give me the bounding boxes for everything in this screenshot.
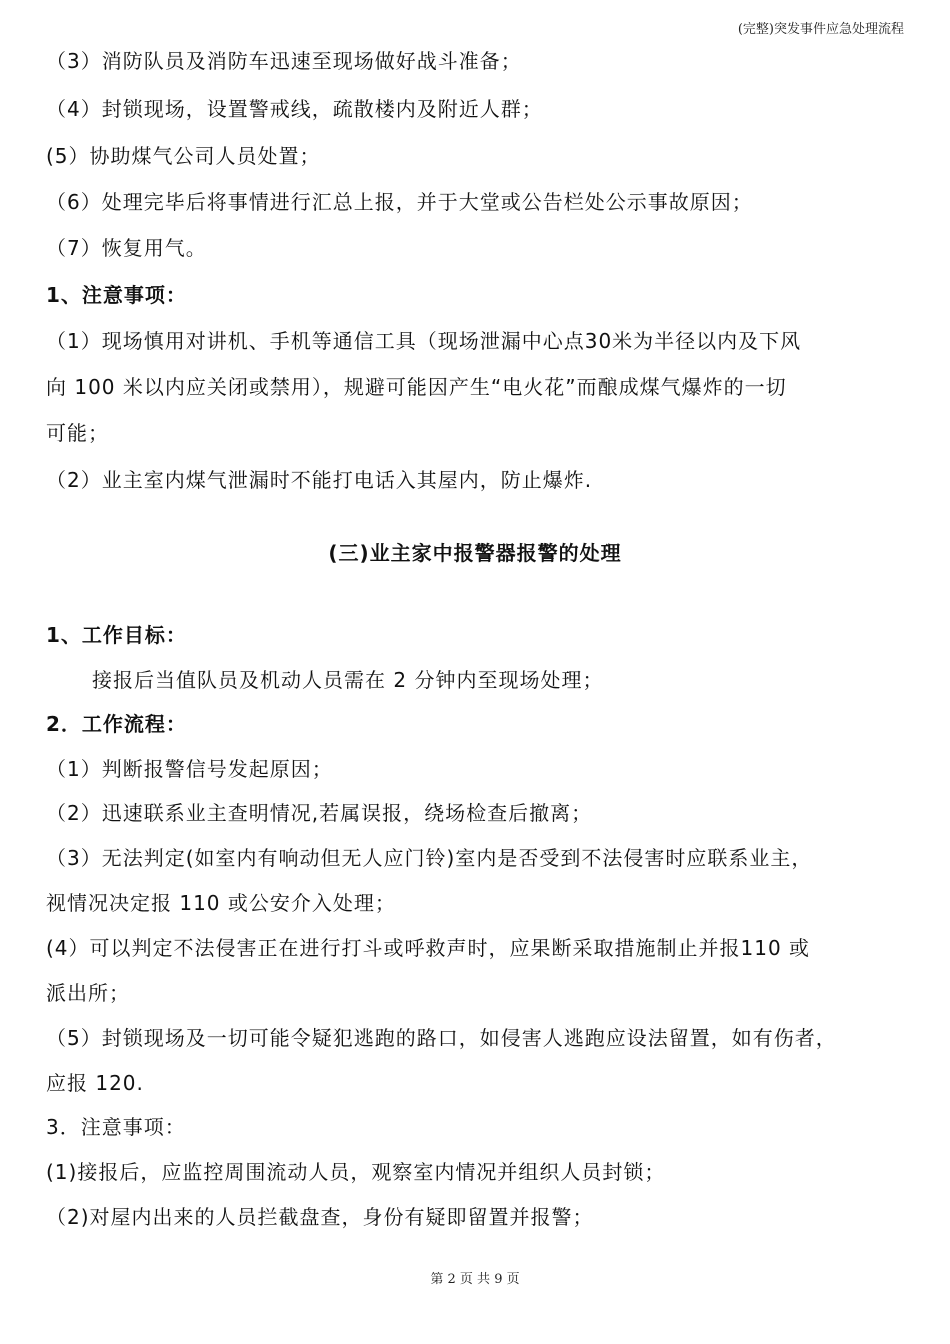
text-line: （2）业主室内煤气泄漏时不能打电话入其屋内，防止爆炸.	[46, 468, 593, 492]
text-line: 接报后当值队员及机动人员需在 2 分钟内至现场处理；	[92, 668, 604, 692]
text-line: （6）处理完毕后将事情进行汇总上报，并于大堂或公告栏处公示事故原因；	[46, 190, 753, 214]
text-line: （4）封锁现场，设置警戒线，疏散楼内及附近人群；	[46, 97, 543, 121]
text-line: （1）判断报警信号发起原因；	[46, 757, 333, 781]
text-line: （5）封锁现场及一切可能令疑犯逃跑的路口，如侵害人逃跑应设法留置，如有伤者，	[46, 1026, 837, 1050]
text-line: （3）无法判定(如室内有响动但无人应门铃)室内是否受到不法侵害时应联系业主，	[46, 846, 813, 870]
section-heading: 1、注意事项：	[46, 283, 187, 307]
text-line: (1)接报后，应监控周围流动人员，观察室内情况并组织人员封锁；	[46, 1160, 666, 1184]
text-line: 应报 120.	[46, 1071, 144, 1095]
text-line: 向 100 米以内应关闭或禁用），规避可能因产生“电火花”而酿成煤气爆炸的一切	[46, 375, 787, 399]
section-title: (三)业主家中报警器报警的处理	[328, 541, 622, 565]
section-heading: 2．工作流程：	[46, 712, 187, 736]
text-line: 可能；	[46, 421, 109, 445]
text-line: （2）迅速联系业主查明情况,若属误报，绕场检查后撤离；	[46, 801, 593, 825]
text-line: （2)对屋内出来的人员拦截盘查，身份有疑即留置并报警；	[46, 1205, 594, 1229]
text-line: （1）现场慎用对讲机、手机等通信工具（现场泄漏中心点30米为半径以内及下风	[46, 329, 802, 353]
text-line: 派出所；	[46, 981, 130, 1005]
text-line: (5）协助煤气公司人员处置；	[46, 144, 321, 168]
section-heading: 3．注意事项：	[46, 1115, 186, 1139]
page-footer: 第 2 页 共 9 页	[430, 1272, 520, 1287]
page-header: (完整)突发事件应急处理流程	[737, 22, 904, 37]
section-heading: 1、工作目标：	[46, 623, 187, 647]
text-line: (4）可以判定不法侵害正在进行打斗或呼救声时，应果断采取措施制止并报110 或	[46, 936, 811, 960]
text-line: （3）消防队员及消防车迅速至现场做好战斗准备；	[46, 49, 522, 73]
text-line: （7）恢复用气。	[46, 236, 207, 260]
text-line: 视情况决定报 110 或公安介入处理；	[46, 891, 396, 915]
